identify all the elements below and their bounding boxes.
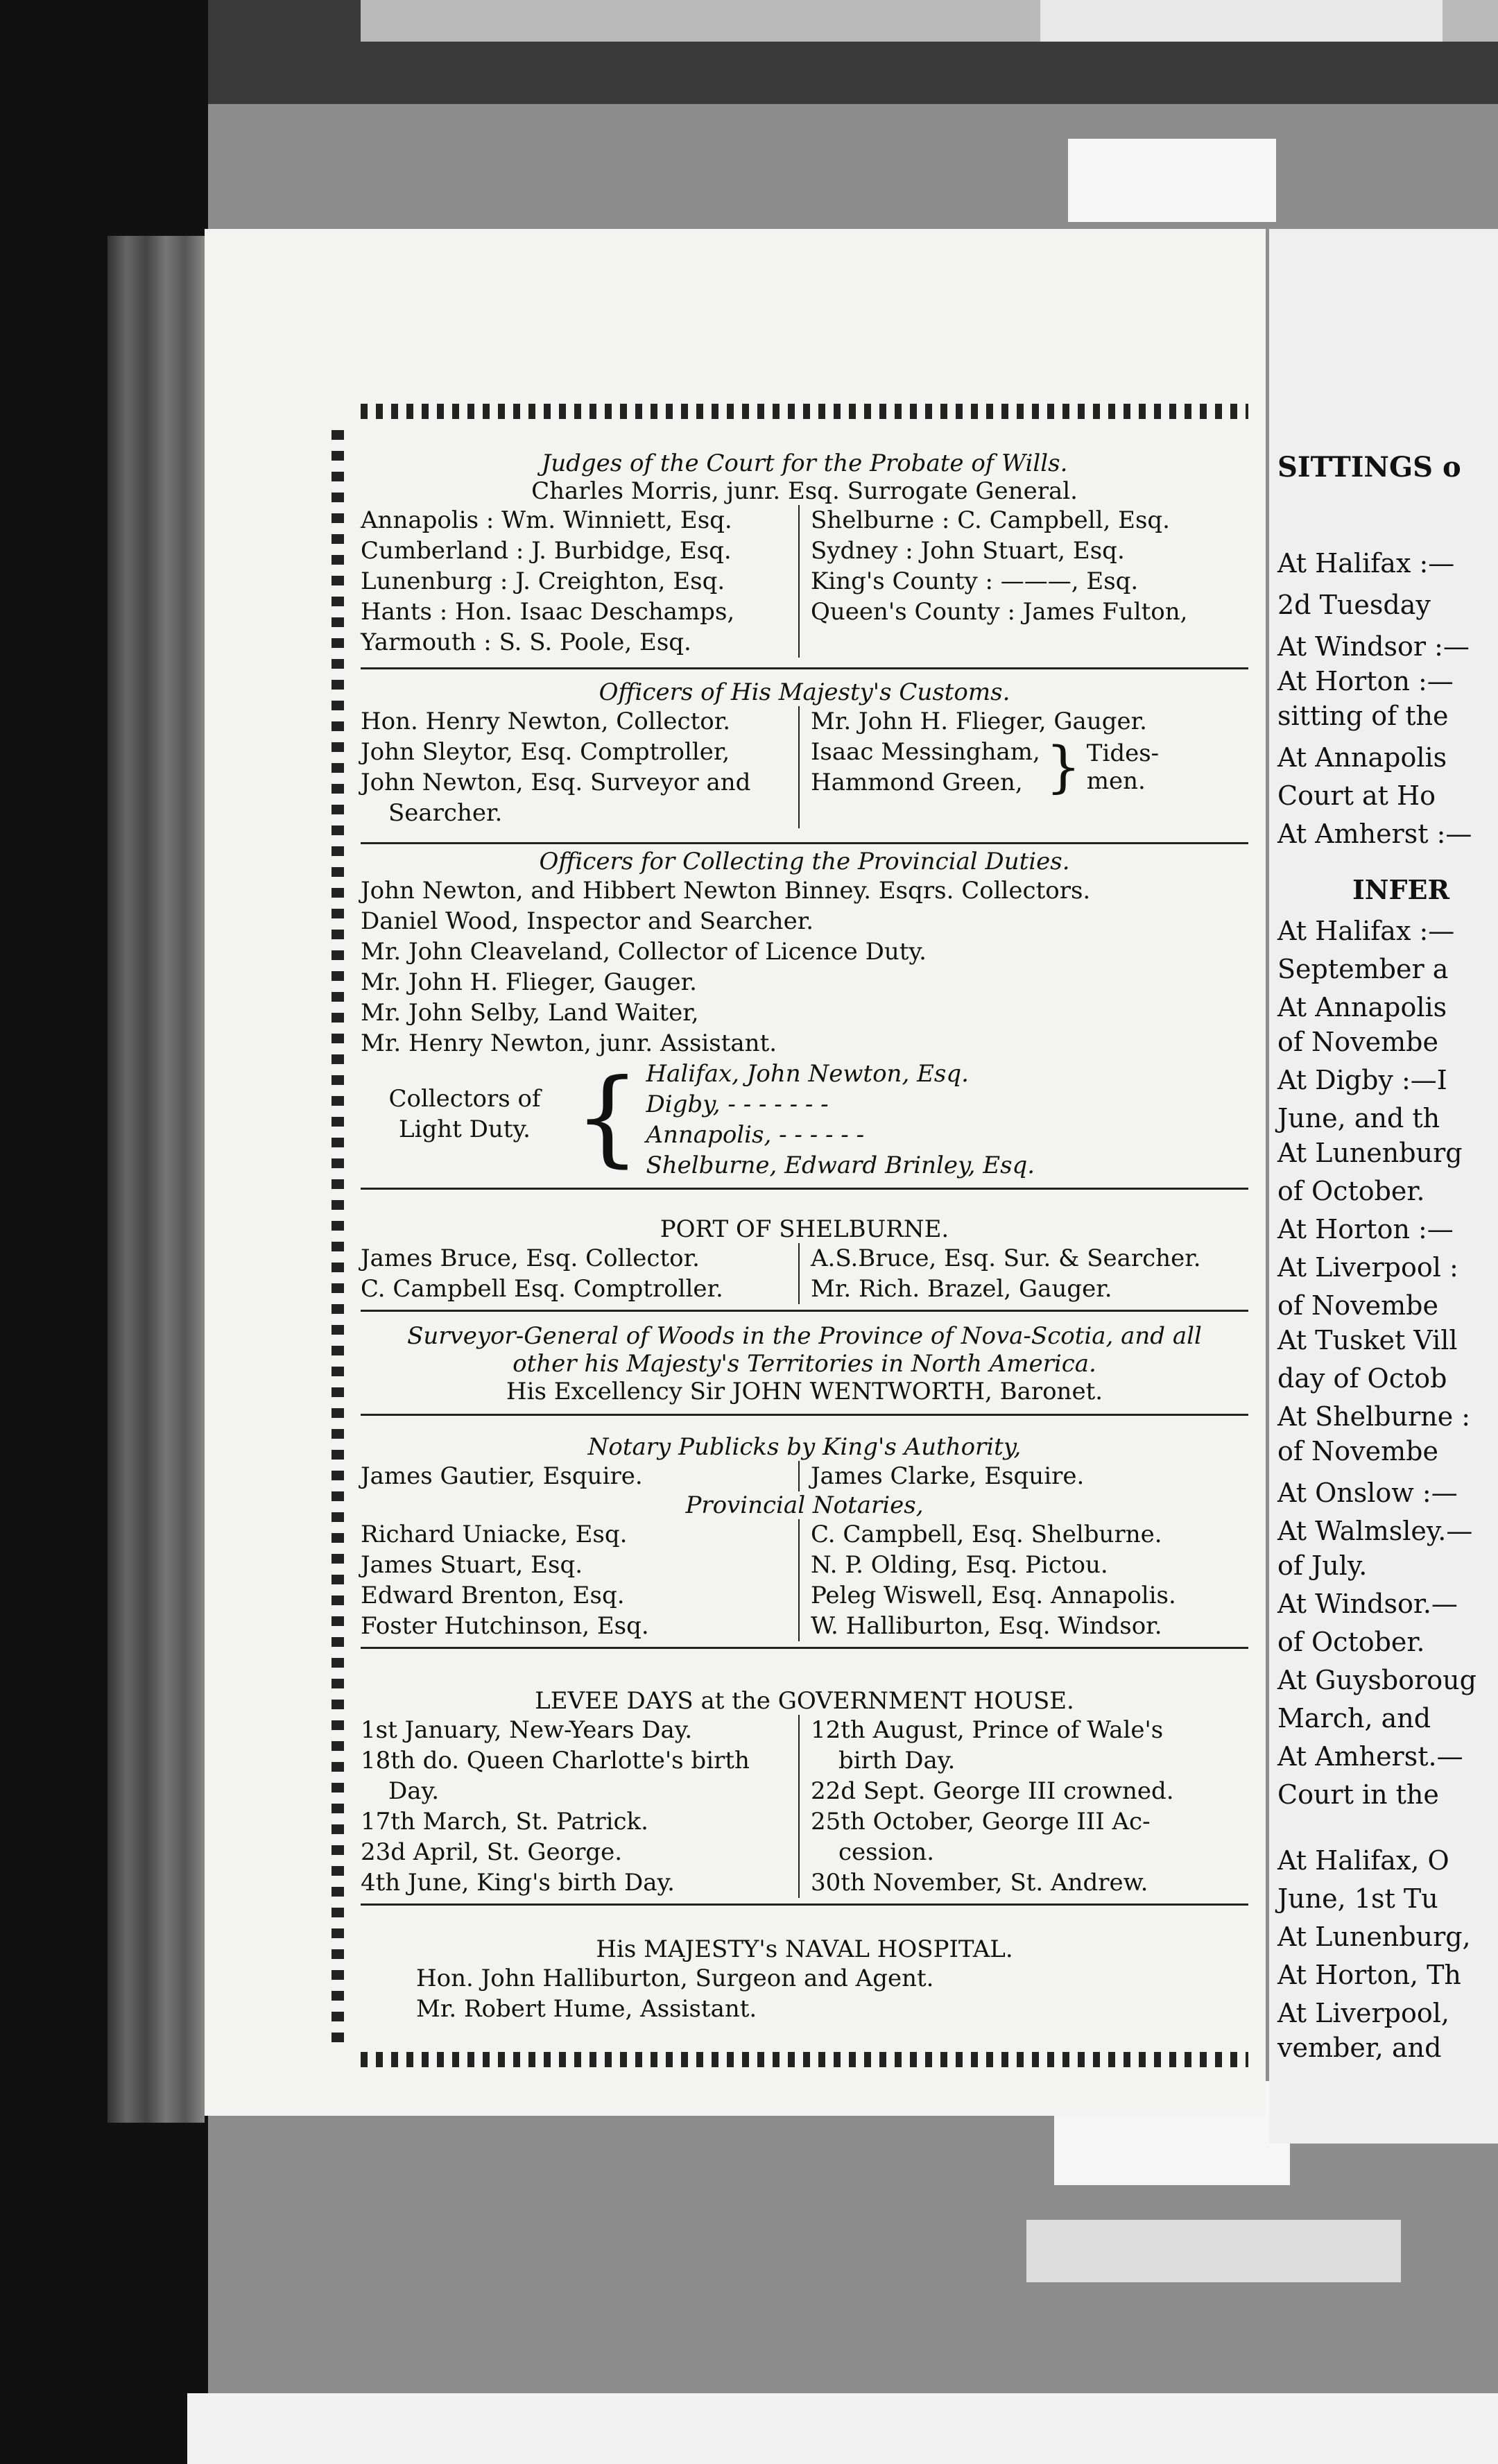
next-page-line: September a	[1277, 954, 1449, 984]
customs-heading: Officers of His Majesty's Customs.	[599, 678, 1010, 706]
next-page-line: of Novembe	[1277, 1436, 1438, 1466]
list-item: Hammond Green,	[811, 769, 1023, 796]
next-page-line: March, and	[1277, 1703, 1431, 1734]
probate-surrogate: Charles Morris, junr. Esq. Surrogate General.	[531, 477, 1078, 505]
list-item: cession.	[838, 1838, 935, 1866]
hospital-heading: His MAJESTY's NAVAL HOSPITAL.	[596, 1935, 1013, 1963]
list-item: John Newton, Esq. Surveyor and	[361, 769, 751, 796]
list-item: Hants : Hon. Isaac Deschamps,	[361, 598, 735, 626]
woods-line-1: Surveyor-General of Woods in the Province of Nova-Scotia, and all	[407, 1322, 1202, 1350]
next-page-line: day of Octob	[1277, 1363, 1447, 1394]
next-page-line: At Amherst.—	[1277, 1741, 1463, 1772]
next-page-line: At Horton, Th	[1277, 1960, 1461, 1990]
woods-line-3: His Excellency Sir JOHN WENTWORTH, Baronet.	[506, 1378, 1103, 1405]
list-item: 4th June, King's birth Day.	[361, 1869, 675, 1897]
probate-right	[798, 505, 1248, 658]
list-item: Digby, - - - - - - -	[646, 1090, 829, 1118]
list-item: birth Day.	[838, 1747, 956, 1774]
woods-line-2: other his Majesty's Territories in North America.	[513, 1350, 1096, 1378]
list-item: Annapolis : Wm. Winniett, Esq.	[361, 506, 732, 534]
list-item: Mr. John H. Flieger, Gauger.	[361, 968, 697, 996]
next-page-line: vember, and	[1277, 2033, 1442, 2063]
shelburne-heading: PORT OF SHELBURNE.	[660, 1215, 949, 1243]
divider	[361, 1188, 1248, 1190]
brace-glyph: {	[574, 1057, 641, 1178]
customs-section	[361, 678, 1248, 844]
next-page-heading: SITTINGS o	[1277, 451, 1461, 484]
top-page-strip	[361, 0, 1498, 42]
list-item: Richard Uniacke, Esq.	[361, 1521, 628, 1548]
next-page-line: Court in the	[1277, 1779, 1439, 1810]
list-item: W. Halliburton, Esq. Windsor.	[811, 1612, 1162, 1640]
next-page-line: At Windsor.—	[1277, 1589, 1458, 1619]
customs-left	[361, 706, 798, 828]
ornamental-border-left	[332, 430, 344, 2046]
next-page-line: At Horton :—	[1277, 1214, 1454, 1244]
next-page-line: At Liverpool,	[1277, 1998, 1449, 2028]
list-item: Shelburne, Edward Brinley, Esq.	[646, 1152, 1035, 1179]
next-page-fragment	[1269, 229, 1498, 2144]
next-page-line: At Onslow :—	[1277, 1478, 1458, 1508]
divider	[361, 1310, 1248, 1312]
next-page-line: At Windsor :—	[1277, 631, 1470, 662]
shelburne-left	[361, 1243, 798, 1304]
tidesmen-label: Tides-men.	[1086, 739, 1160, 795]
list-item: C. Campbell Esq. Comptroller.	[361, 1275, 723, 1303]
next-page-line: At Walmsley.—	[1277, 1516, 1473, 1546]
next-page-line: of October.	[1277, 1176, 1425, 1206]
next-page-line: At Annapolis	[1277, 742, 1447, 773]
list-item: Cumberland : J. Burbidge, Esq.	[361, 537, 732, 565]
list-item: 25th October, George III Ac-	[811, 1808, 1151, 1836]
list-item: Peleg Wiswell, Esq. Annapolis.	[811, 1582, 1176, 1609]
list-item: Foster Hutchinson, Esq.	[361, 1612, 649, 1640]
list-item: N. P. Olding, Esq. Pictou.	[811, 1551, 1108, 1579]
list-item: Hon. John Halliburton, Surgeon and Agent.	[416, 1965, 934, 1992]
list-item: Mr. Rich. Brazel, Gauger.	[811, 1275, 1112, 1303]
customs-right	[798, 706, 1248, 828]
next-page-line: At Amherst :—	[1277, 819, 1472, 849]
light-duty-label: Collectors of Light Duty.	[388, 1085, 541, 1143]
list-item: Mr. Robert Hume, Assistant.	[416, 1995, 757, 2023]
levee-section	[361, 1687, 1248, 1906]
list-item: 1st January, New-Years Day.	[361, 1716, 693, 1744]
probate-left	[361, 505, 798, 658]
list-item: Mr. Henry Newton, junr. Assistant.	[361, 1029, 777, 1057]
next-page-line: sitting of the	[1277, 701, 1449, 731]
list-item: Halifax, John Newton, Esq.	[646, 1060, 969, 1088]
shelburne-section	[361, 1215, 1248, 1312]
list-item: Daniel Wood, Inspector and Searcher.	[361, 907, 814, 935]
list-item: King's County : ———, Esq.	[811, 567, 1139, 595]
list-item: 23d April, St. George.	[361, 1838, 623, 1866]
next-page-line: June, 1st Tu	[1277, 1883, 1438, 1914]
provincial-section	[361, 848, 1248, 1190]
list-item: James Clarke, Esquire.	[811, 1462, 1085, 1490]
page-edge	[107, 236, 205, 2123]
next-page-line: INFER	[1352, 874, 1450, 905]
next-page-line: At Guysboroug	[1277, 1665, 1477, 1695]
ornamental-border-top	[361, 404, 1248, 419]
levee-right	[798, 1715, 1248, 1898]
list-item: 12th August, Prince of Wale's	[811, 1716, 1164, 1744]
list-item: Shelburne : C. Campbell, Esq.	[811, 506, 1170, 534]
list-item: Yarmouth : S. S. Poole, Esq.	[361, 628, 691, 656]
provincial-heading: Officers for Collecting the Provincial Duties.	[539, 848, 1070, 875]
next-page-line: of Novembe	[1277, 1027, 1438, 1057]
next-page-line: of October.	[1277, 1627, 1425, 1657]
next-page-line: At Halifax, O	[1277, 1845, 1449, 1876]
list-item: 22d Sept. George III crowned.	[811, 1777, 1174, 1805]
next-page-line: At Halifax :—	[1277, 916, 1455, 946]
next-page-line: At Digby :—I	[1277, 1065, 1447, 1095]
notary-heading: Notary Publicks by King's Authority,	[587, 1433, 1022, 1461]
notary-left	[361, 1519, 798, 1641]
next-page-line: At Lunenburg,	[1277, 1922, 1471, 1952]
probate-heading: Judges of the Court for the Probate of Wills.	[541, 450, 1068, 477]
list-item: Mr. John Selby, Land Waiter,	[361, 999, 699, 1027]
ornamental-border-bottom	[361, 2052, 1248, 2067]
next-page-line: 2d Tuesday	[1277, 590, 1431, 620]
next-page-line: of Novembe	[1277, 1290, 1438, 1321]
notary-right	[798, 1519, 1248, 1641]
bottom-page-strip	[187, 2393, 1498, 2464]
list-item: John Newton, and Hibbert Newton Binney. Esqrs. Collectors.	[361, 877, 1091, 905]
list-item: Sydney : John Stuart, Esq.	[811, 537, 1125, 565]
notary-right-top	[798, 1461, 1248, 1491]
list-item: 18th do. Queen Charlotte's birth	[361, 1747, 750, 1774]
brace-glyph: }	[1045, 735, 1081, 799]
next-page-line: At Tusket Vill	[1277, 1325, 1458, 1355]
list-item: Mr. John H. Flieger, Gauger.	[811, 708, 1147, 735]
woods-section	[361, 1322, 1248, 1416]
list-item: 17th March, St. Patrick.	[361, 1808, 648, 1836]
list-item: Isaac Messingham,	[811, 738, 1040, 766]
probate-section	[361, 450, 1248, 669]
next-page-line: At Annapolis	[1277, 992, 1447, 1023]
divider	[361, 1647, 1248, 1649]
list-item: Lunenburg : J. Creighton, Esq.	[361, 567, 725, 595]
list-item: A.S.Bruce, Esq. Sur. & Searcher.	[811, 1244, 1201, 1272]
divider	[361, 667, 1248, 669]
next-page-line: Court at Ho	[1277, 780, 1436, 811]
list-item: Annapolis, - - - - - -	[646, 1121, 865, 1149]
list-item: Mr. John Cleaveland, Collector of Licence Duty.	[361, 938, 927, 966]
list-item: James Bruce, Esq. Collector.	[361, 1244, 700, 1272]
levee-left	[361, 1715, 798, 1898]
list-item: Edward Brenton, Esq.	[361, 1582, 625, 1609]
list-item: Queen's County : James Fulton,	[811, 598, 1188, 626]
levee-heading: LEVEE DAYS at the GOVERNMENT HOUSE.	[535, 1687, 1074, 1715]
next-page-line: At Liverpool :	[1277, 1252, 1458, 1283]
divider	[361, 1414, 1248, 1416]
list-item: Hon. Henry Newton, Collector.	[361, 708, 731, 735]
notary-left-top	[361, 1461, 798, 1491]
binding-ribbon-top	[1068, 139, 1276, 222]
list-item: James Stuart, Esq.	[361, 1551, 583, 1579]
list-item: C. Campbell, Esq. Shelburne.	[811, 1521, 1162, 1548]
list-item: Searcher.	[388, 799, 503, 827]
next-page-line: of July.	[1277, 1550, 1368, 1581]
light-duty-block	[361, 1059, 1248, 1181]
next-page-line: At Lunenburg	[1277, 1138, 1463, 1168]
list-item: James Gautier, Esquire.	[361, 1462, 643, 1490]
divider	[361, 842, 1248, 844]
next-page-line: June, and th	[1277, 1103, 1440, 1133]
binding-tape	[1026, 2220, 1401, 2282]
next-page-line: At Shelburne :	[1277, 1401, 1471, 1432]
hospital-section	[361, 1935, 1248, 2024]
list-item: Day.	[388, 1777, 440, 1805]
notary-section	[361, 1433, 1248, 1649]
notary-subheading: Provincial Notaries,	[685, 1491, 924, 1519]
list-item: 30th November, St. Andrew.	[811, 1869, 1148, 1897]
next-page-line: At Halifax :—	[1277, 548, 1455, 579]
shelburne-right	[798, 1243, 1248, 1304]
next-page-line: At Horton :—	[1277, 666, 1454, 696]
list-item: John Sleytor, Esq. Comptroller,	[361, 738, 730, 766]
divider	[361, 1903, 1248, 1906]
